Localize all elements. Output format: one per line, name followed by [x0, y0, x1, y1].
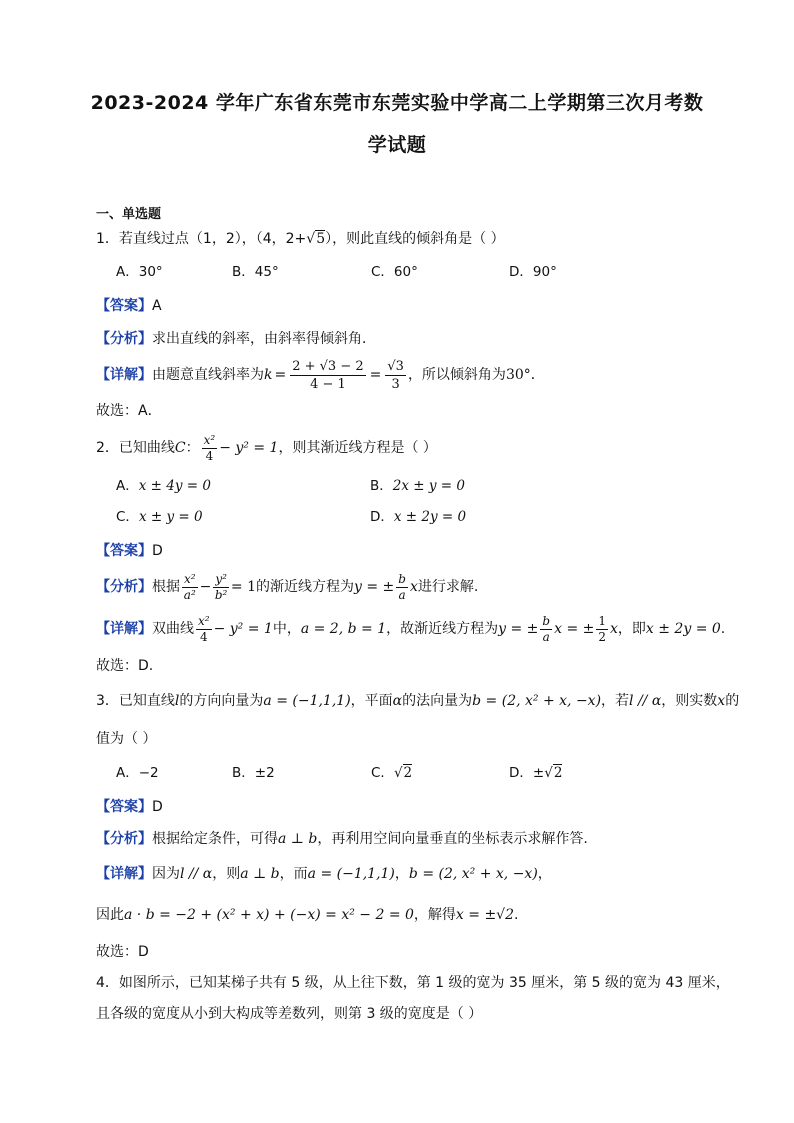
q2-option-c: C．x ± y = 0	[116, 509, 203, 525]
q2-detail: 【详解】 双曲线 $\frac{\text{x²}}{4}$ − y² = 1 中， a = 2, b = 1 ，故渐近线方程为 y = ± $\frac{b}{a}$ x = ± $\frac{1}{2}$ x ，即 x ± 2y = 0 .	[96, 613, 726, 644]
q3-option-b: B．±2	[232, 765, 275, 781]
q2-option-d: D．x ± 2y = 0	[370, 509, 467, 525]
question-1-stem: 1．若直线过点（1，2），（4，2+√5），则此直线的倾斜角是（ ）	[96, 231, 505, 247]
question-3-stem-line-2: 值为（ ）	[96, 731, 157, 747]
q2-choose: 故选：D.	[96, 658, 154, 674]
q3-analysis: 【分析】根据给定条件，可得a ⊥ b，再利用空间向量垂直的坐标表示求解作答.	[96, 831, 588, 847]
document-title-line-1: 2023-2024 学年广东省东莞市东莞实验中学高二上学期第三次月考数	[90, 92, 704, 114]
question-3-stem: 3．已知直线l的方向向量为a = (−1,1,1)，平面α的法向量为b = (2, x² + x, −x)，若l // α，则实数x的	[96, 693, 740, 709]
q2-analysis: 【分析】 根据 $\frac{\text{x²}}{\text{a²}}$ − $\frac{\text{y²}}{\text{b²}}$ = 1 的渐近线方程为 y = ± $\frac{b}{a}$ x 进行求解.	[96, 571, 479, 602]
q1-option-a: A．30°	[116, 264, 163, 280]
q1-detail: 【详解】 由题意直线斜率为 k = $\frac{2 + √3 - 2}{4 - 1}$ = $\frac{√3}{3}$ ，所以倾斜角为 30° ．	[96, 358, 545, 392]
q3-choose: 故选：D	[96, 944, 149, 960]
q3-answer: 【答案】D	[96, 799, 163, 815]
section-heading: 一、单选题	[96, 207, 162, 222]
q1-choose: 故选：A．	[96, 403, 162, 419]
q1-answer: 【答案】A	[96, 298, 162, 314]
q2-answer: 【答案】D	[96, 543, 163, 559]
q1-option-d: D．90°	[509, 264, 557, 280]
slope-result-fraction: $\frac{√3}{3}$	[387, 358, 404, 392]
sqrt-5: 5	[316, 231, 326, 247]
q3-option-c: C．√2	[371, 765, 413, 781]
q3-option-a: A．−2	[116, 765, 159, 781]
question-4-stem-line-1: 4．如图所示，已知某梯子共有 5 级，从上往下数，第 1 级的宽为 35 厘米，第 5 级的宽为 43 厘米，	[96, 975, 730, 991]
question-4-stem-line-2: 且各级的宽度从小到大构成等差数列，则第 3 级的宽度是（ ）	[96, 1006, 483, 1022]
slope-fraction: $\frac{2 + √3 - 2}{4 - 1}$	[292, 358, 364, 392]
q3-detail: 【详解】因为l // α，则a ⊥ b，而a = (−1,1,1)，b = (2, x² + x, −x)，	[96, 866, 552, 882]
q1-option-b: B．45°	[232, 264, 279, 280]
q1-analysis: 【分析】求出直线的斜率，由斜率得倾斜角．	[96, 331, 376, 347]
question-2-stem: 2．已知曲线 C ： $\frac{\text{x²}}{4}$ − y² = 1 ，则其渐近线方程是（ ）	[96, 432, 437, 463]
q3-detail-line-2: 因此a · b = −2 + (x² + x) + (−x) = x² − 2 = 0，解得x = ±√2.	[96, 907, 519, 923]
q2-option-b: B．2x ± y = 0	[370, 478, 465, 494]
q1-option-c: C．60°	[371, 264, 418, 280]
q3-option-d: D．±√2	[509, 765, 563, 781]
q2-option-a: A．x ± 4y = 0	[116, 478, 211, 494]
document-title-line-2: 学试题	[367, 134, 427, 156]
